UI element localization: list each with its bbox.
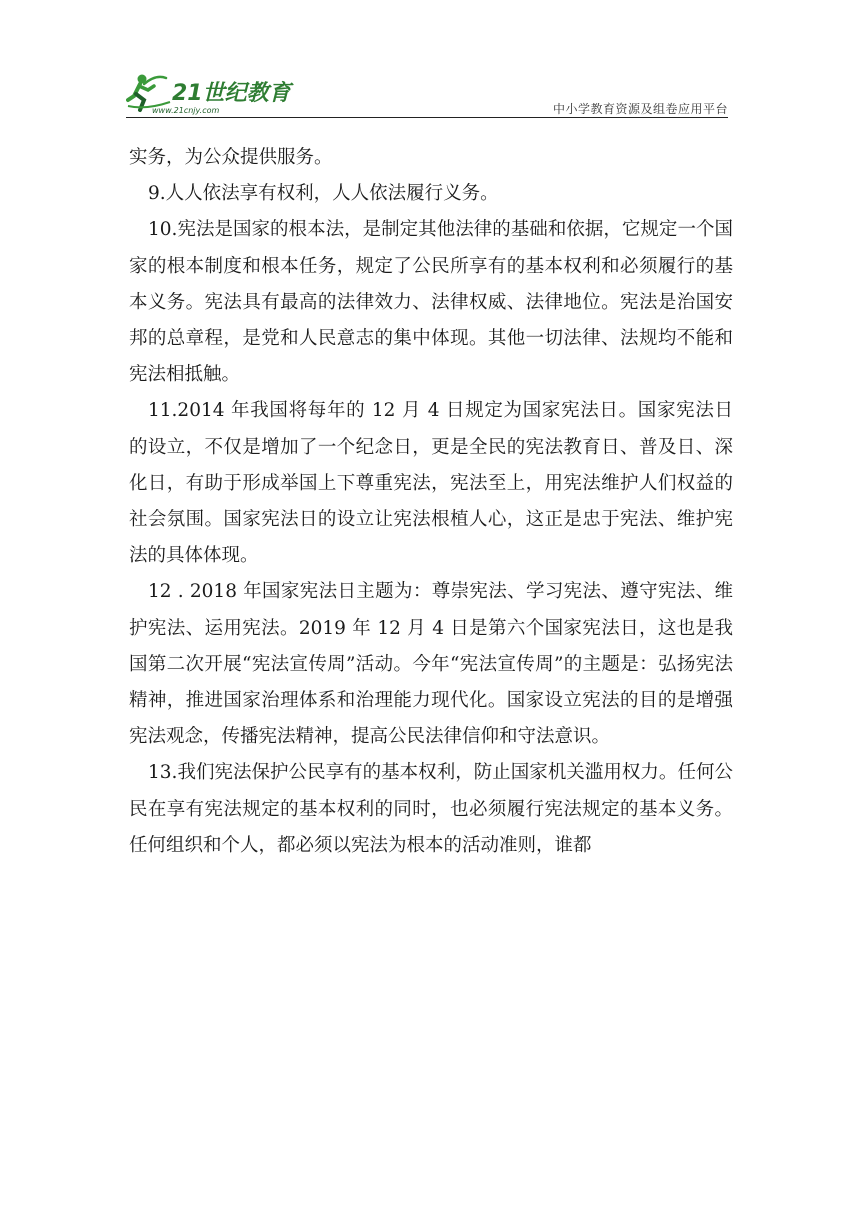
paragraph-11: 11.2014 年我国将每年的 12 月 4 日规定为国家宪法日。国家宪法日的设立，不仅是增加了一个纪念日，更是全民的宪法教育日、普及日、深化日，有助于形成举国上下尊重宪法，宪法至上，用宪法维护人们权益的社会氛围。国家宪法日的设立让宪法根植人心，这正是忠于宪法、维护宪法的具体体现。 (129, 400, 733, 567)
logo (126, 70, 296, 116)
runner-logo-icon (126, 70, 296, 116)
header-divider (126, 117, 728, 118)
paragraph-9: 9.人人依法享有权利，人人依法履行义务。 (148, 183, 499, 205)
logo-url-text: www.21cnjy.com (152, 106, 220, 115)
logo-main-text: 21世纪教育 (172, 81, 291, 106)
paragraph-12: 12 . 2018 年国家宪法日主题为：尊崇宪法、学习宪法、遵守宪法、维护宪法、运用宪法。2019 年 12 月 4 日是第六个国家宪法日，这也是我国第二次开展“宪法宣传周”活动。今年“宪法宣传周”的主题是：弘扬宪法精神，推进国家治理体系和治理能力现代化。国家设立宪法的目的是增强宪法观念，传播宪法精神，提高公民法律信仰和守法意识。 (129, 581, 733, 748)
platform-name: 中小学教育资源及组卷应用平台 (552, 102, 728, 116)
paragraph-continuation: 实务，为公众提供服务。 (129, 147, 333, 168)
page-header (126, 70, 728, 120)
paragraph-13: 13.我们宪法保护公民享有的基本权利，防止国家机关滥用权力。任何公民在享有宪法规定的基本权利的同时，也必须履行宪法规定的基本义务。任何组织和个人，都必须以宪法为根本的活动准则，谁都 (129, 762, 733, 856)
document-body (129, 140, 733, 864)
paragraph-10: 10.宪法是国家的根本法，是制定其他法律的基础和依据，它规定一个国家的根本制度和根本任务，规定了公民所享有的基本权利和必须履行的基本义务。宪法具有最高的法律效力、法律权威、法律地位。宪法是治国安邦的总章程，是党和人民意志的集中体现。其他一切法律、法规均不能和宪法相抵触。 (129, 219, 733, 386)
